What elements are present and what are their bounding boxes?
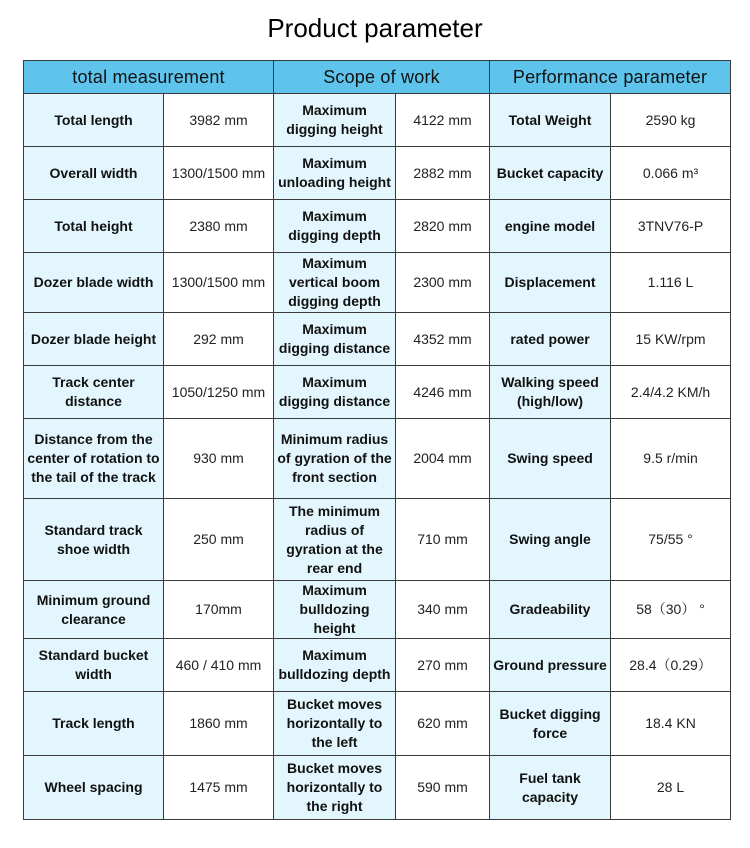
table-row <box>24 253 731 313</box>
param-label: Total height <box>24 200 164 253</box>
param-label: Track center distance <box>24 366 164 419</box>
param-label: Track length <box>24 692 164 756</box>
param-label: Total Weight <box>490 94 611 147</box>
page-title: Product parameter <box>267 13 483 43</box>
param-label: Swing angle <box>490 499 611 581</box>
param-value: 0.066 m³ <box>611 147 731 200</box>
param-label: Maximum bulldozing height <box>274 581 396 639</box>
param-label: Standard track shoe width <box>24 499 164 581</box>
header-row <box>24 61 731 94</box>
param-label: Displacement <box>490 253 611 313</box>
param-value: 2.4/4.2 KM/h <box>611 366 731 419</box>
param-value: 1300/1500 mm <box>164 147 274 200</box>
param-label: Standard bucket width <box>24 639 164 692</box>
param-label: Swing speed <box>490 419 611 499</box>
param-value: 28 L <box>611 756 731 820</box>
param-label: Maximum digging distance <box>274 366 396 419</box>
param-value: 340 mm <box>396 581 490 639</box>
param-label: engine model <box>490 200 611 253</box>
param-label: Total length <box>24 94 164 147</box>
param-label: Maximum digging depth <box>274 200 396 253</box>
param-value: 2300 mm <box>396 253 490 313</box>
table-row <box>24 639 731 692</box>
param-label: Bucket moves horizontally to the right <box>274 756 396 820</box>
param-value: 2820 mm <box>396 200 490 253</box>
param-value: 170mm <box>164 581 274 639</box>
table-row <box>24 313 731 366</box>
header-scope-of-work: Scope of work <box>274 61 490 94</box>
table-row <box>24 366 731 419</box>
param-value: 590 mm <box>396 756 490 820</box>
param-label: Bucket moves horizontally to the left <box>274 692 396 756</box>
param-value: 2590 kg <box>611 94 731 147</box>
param-label: Maximum bulldozing depth <box>274 639 396 692</box>
table-row <box>24 756 731 820</box>
param-value: 4352 mm <box>396 313 490 366</box>
param-value: 2380 mm <box>164 200 274 253</box>
param-value: 1475 mm <box>164 756 274 820</box>
spec-table <box>23 60 731 820</box>
param-label: Fuel tank capacity <box>490 756 611 820</box>
header-performance-parameter: Performance parameter <box>490 61 731 94</box>
param-value: 28.4（0.29） <box>611 639 731 692</box>
param-value: 1300/1500 mm <box>164 253 274 313</box>
param-value: 710 mm <box>396 499 490 581</box>
param-value: 1050/1250 mm <box>164 366 274 419</box>
param-value: 460 / 410 mm <box>164 639 274 692</box>
param-value: 4122 mm <box>396 94 490 147</box>
table-row <box>24 581 731 639</box>
param-value: 270 mm <box>396 639 490 692</box>
table-row <box>24 147 731 200</box>
param-label: Maximum digging distance <box>274 313 396 366</box>
header-total-measurement: total measurement <box>24 61 274 94</box>
param-value: 620 mm <box>396 692 490 756</box>
param-value: 3982 mm <box>164 94 274 147</box>
param-label: Minimum radius of gyration of the front section <box>274 419 396 499</box>
param-value: 930 mm <box>164 419 274 499</box>
param-label: Walking speed (high/low) <box>490 366 611 419</box>
param-label: Wheel spacing <box>24 756 164 820</box>
param-label: Bucket digging force <box>490 692 611 756</box>
param-label: Ground pressure <box>490 639 611 692</box>
param-label: The minimum radius of gyration at the rear end <box>274 499 396 581</box>
param-value: 15 KW/rpm <box>611 313 731 366</box>
param-value: 58（30） ° <box>611 581 731 639</box>
table-row <box>24 200 731 253</box>
param-label: Gradeability <box>490 581 611 639</box>
param-label: rated power <box>490 313 611 366</box>
param-value: 2882 mm <box>396 147 490 200</box>
param-label: Maximum unloading height <box>274 147 396 200</box>
param-label: Bucket capacity <box>490 147 611 200</box>
table-row <box>24 419 731 499</box>
param-label: Overall width <box>24 147 164 200</box>
param-label: Minimum ground clearance <box>24 581 164 639</box>
param-label: Maximum digging height <box>274 94 396 147</box>
param-label: Maximum vertical boom digging depth <box>274 253 396 313</box>
param-value: 3TNV76-P <box>611 200 731 253</box>
table-row <box>24 94 731 147</box>
param-label: Dozer blade height <box>24 313 164 366</box>
param-value: 75/55 ° <box>611 499 731 581</box>
param-value: 4246 mm <box>396 366 490 419</box>
param-value: 250 mm <box>164 499 274 581</box>
param-value: 9.5 r/min <box>611 419 731 499</box>
param-value: 2004 mm <box>396 419 490 499</box>
param-value: 292 mm <box>164 313 274 366</box>
param-value: 18.4 KN <box>611 692 731 756</box>
param-value: 1860 mm <box>164 692 274 756</box>
table-row <box>24 692 731 756</box>
param-label: Distance from the center of rotation to the tail of the track <box>24 419 164 499</box>
param-value: 1.116 L <box>611 253 731 313</box>
table-row <box>24 499 731 581</box>
param-label: Dozer blade width <box>24 253 164 313</box>
